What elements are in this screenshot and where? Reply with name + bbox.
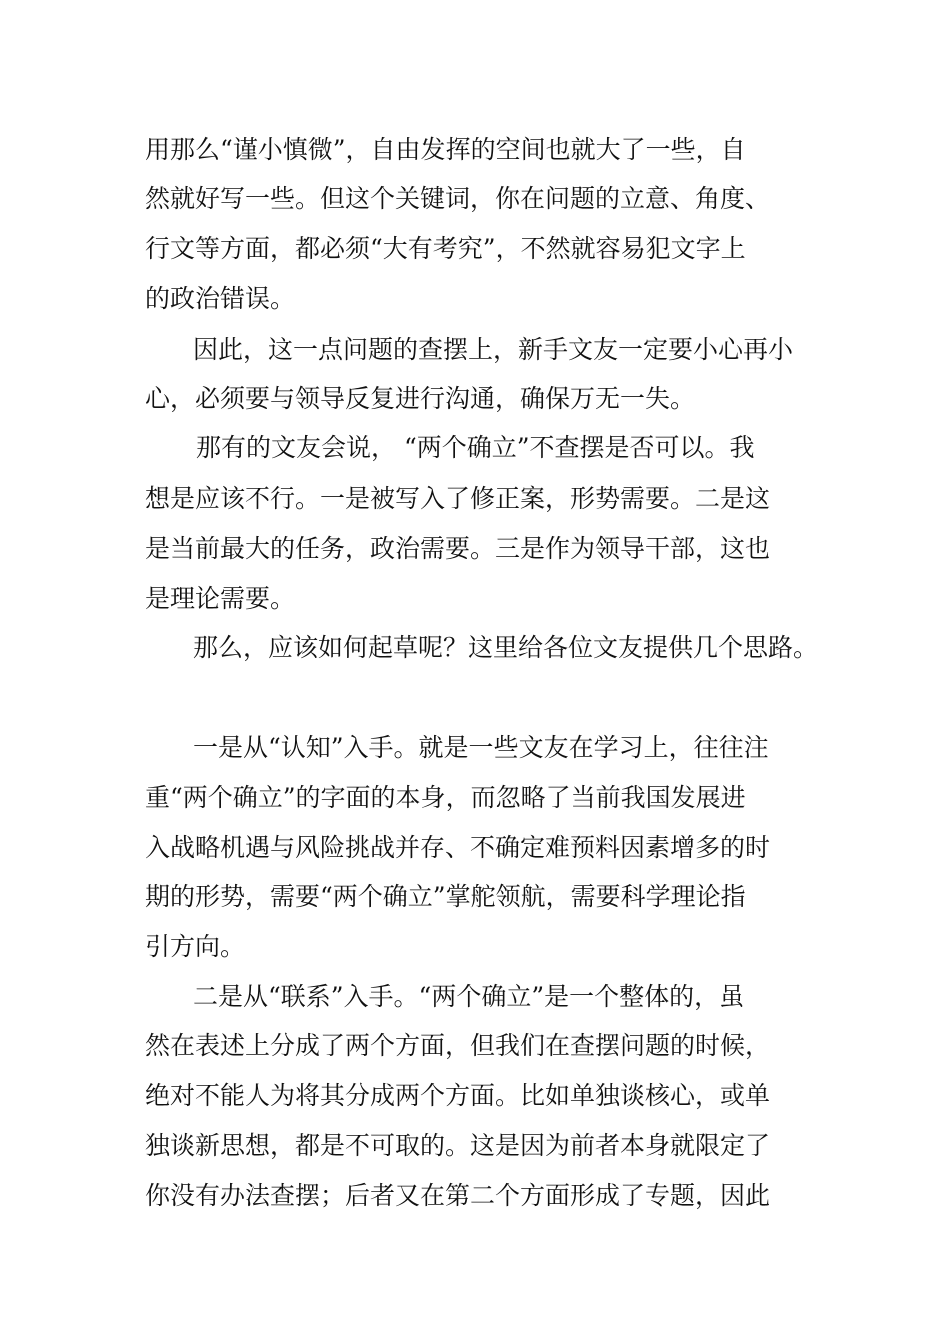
- paragraph-6-line-3: 绝对不能人为将其分成两个方面。比如单独谈核心，或单: [145, 1081, 771, 1110]
- paragraph-5-line-1: 一是从“认知”入手。就是一些文友在学习上，往往注: [193, 733, 769, 762]
- paragraph-1-line-3: 行文等方面，都必须“大有考究”，不然就容易犯文字上: [145, 234, 746, 263]
- paragraph-1-line-4: 的政治错误。: [145, 284, 296, 313]
- paragraph-1-line-2: 然就好写一些。但这个关键词，你在问题的立意、角度、: [145, 184, 771, 213]
- paragraph-6-line-1: 二是从“联系”入手。“两个确立”是一个整体的，虽: [193, 982, 745, 1011]
- paragraph-5-line-3: 入战略机遇与风险挑战并存、不确定难预料因素增多的时: [145, 833, 771, 862]
- paragraph-5-line-4: 期的形势，需要“两个确立”掌舵领航，需要科学理论指: [145, 882, 746, 911]
- paragraph-6-line-5: 你没有办法查摆；后者又在第二个方面形成了专题，因此: [145, 1181, 771, 1210]
- paragraph-3-line-2: 想是应该不行。一是被写入了修正案，形势需要。二是这: [145, 484, 771, 513]
- paragraph-6-line-4: 独谈新思想，都是不可取的。这是因为前者本身就限定了: [145, 1131, 771, 1160]
- paragraph-5-line-5: 引方向。: [145, 932, 246, 961]
- paragraph-4-line-1: 那么，应该如何起草呢？这里给各位文友提供几个思路。: [193, 633, 819, 662]
- paragraph-6-line-2: 然在表述上分成了两个方面，但我们在查摆问题的时候，: [145, 1031, 771, 1060]
- paragraph-3-line-4: 是理论需要。: [145, 584, 296, 613]
- paragraph-3-line-3: 是当前最大的任务，政治需要。三是作为领导干部，这也: [145, 534, 771, 563]
- paragraph-1-line-1: 用那么“谨小慎微”，自由发挥的空间也就大了一些，自: [145, 135, 746, 164]
- paragraph-2-line-1: 因此，这一点问题的查摆上，新手文友一定要小心再小: [193, 335, 794, 364]
- paragraph-3-line-1: 那有的文友会说， “两个确立”不查摆是否可以。我: [196, 433, 755, 462]
- paragraph-2-line-2: 心，必须要与领导反复进行沟通，确保万无一失。: [145, 384, 696, 413]
- paragraph-5-line-2: 重“两个确立”的字面的本身，而忽略了当前我国发展进: [145, 783, 746, 812]
